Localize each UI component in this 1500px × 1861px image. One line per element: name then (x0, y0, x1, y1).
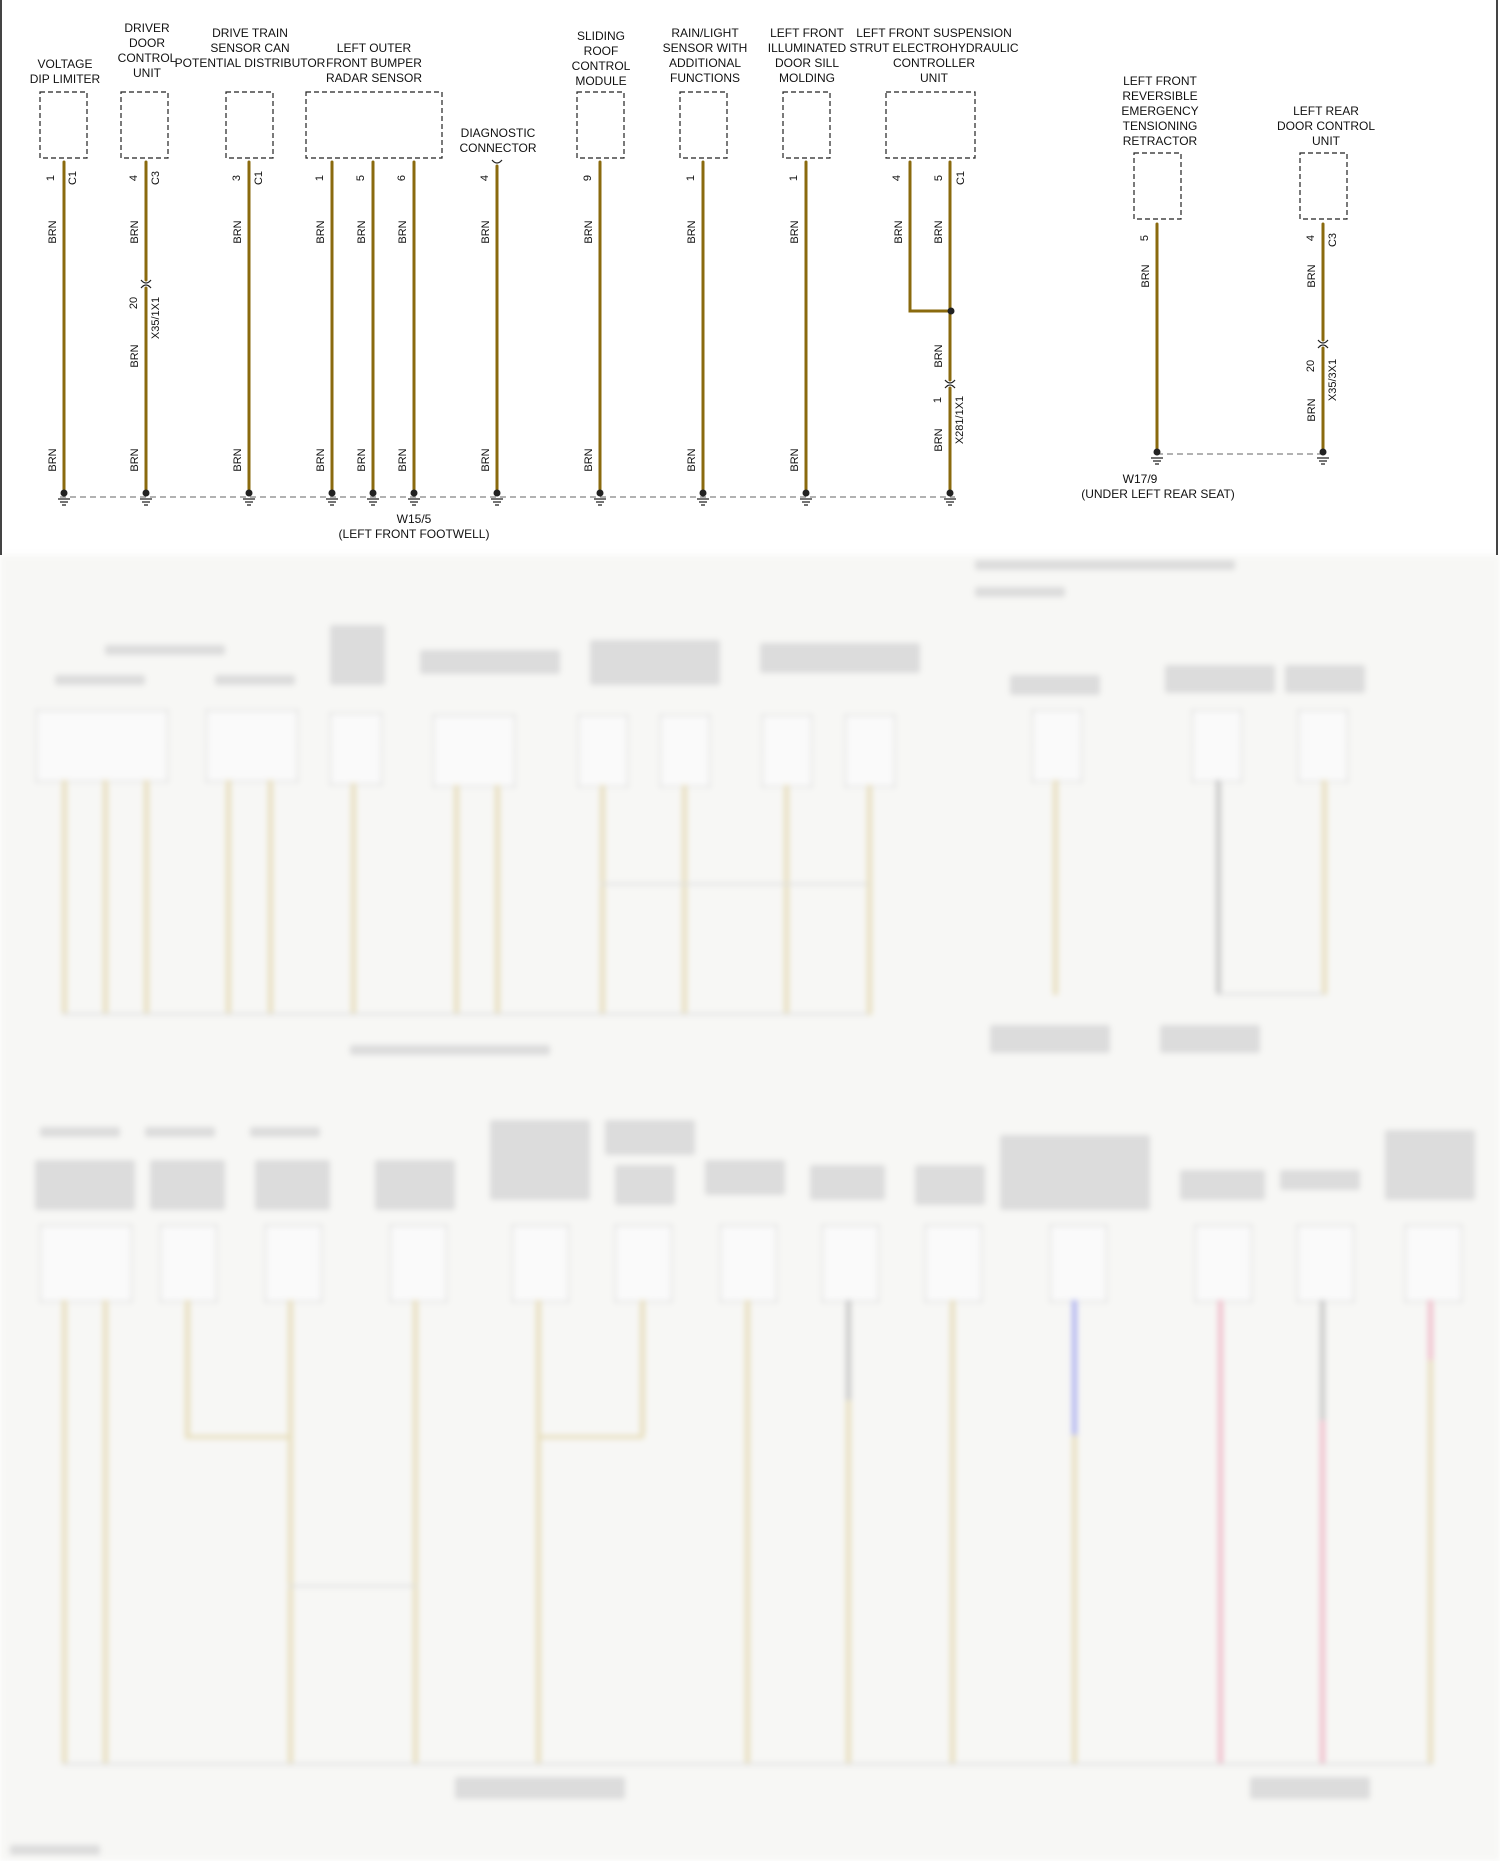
ghost-wire (288, 1300, 293, 1765)
ghost-wire (600, 785, 605, 1015)
ghost-wire (640, 1300, 645, 1435)
pin-number: 1 (788, 174, 800, 182)
ghost-label (35, 1160, 135, 1210)
component-label-line: SENSOR WITH (662, 41, 748, 55)
ground-bus-w17-9 (1081, 449, 1329, 502)
component-label-line: CONTROLLER (892, 56, 976, 70)
ghost-wire (846, 1300, 851, 1400)
component-box (783, 92, 830, 158)
ghost-label (1160, 1025, 1260, 1053)
wire-color-label: BRN (893, 220, 905, 244)
wire-color-label: BRN (789, 448, 801, 472)
ghost-label (455, 1777, 625, 1799)
ghost-bus-line (62, 1013, 868, 1015)
component-label-line: DOOR SILL (774, 56, 840, 70)
wire-color-label: BRN (583, 448, 595, 472)
component-label-line: LEFT FRONT SUSPENSION (856, 26, 1012, 40)
component-label-line: RAIN/LIGHT (671, 26, 739, 40)
pin-number: 1 (314, 174, 326, 182)
ghost-wire (867, 785, 872, 1015)
ghost-label (990, 1025, 1110, 1053)
ground-location: (LEFT FRONT FOOTWELL) (338, 527, 490, 541)
ghost-wire (351, 783, 356, 1015)
connector-symbol (492, 160, 502, 163)
component-left-rear-door-control-unit (1277, 104, 1375, 452)
wire-color-label: BRN (129, 448, 141, 472)
ghost-wire (1320, 1300, 1325, 1420)
ghost-component-box (822, 1225, 879, 1302)
ghost-label (975, 587, 1065, 597)
inline-connector-pin: 20 (1305, 359, 1317, 373)
ghost-bus-line (536, 1435, 644, 1439)
ghost-label (490, 1120, 590, 1200)
pin-number: 4 (479, 174, 491, 182)
component-label-line: DRIVER (124, 21, 170, 35)
ground-bus-w15-5 (58, 490, 956, 542)
inline-connector-pin: 20 (128, 296, 140, 310)
ghost-wire (950, 1300, 955, 1765)
component-label-line: FRONT BUMPER (326, 56, 422, 70)
ghost-component-box (390, 1225, 447, 1302)
ghost-wire (495, 785, 500, 1015)
wire-color-label: BRN (1306, 264, 1318, 288)
component-label-line: UNIT (133, 66, 161, 80)
wire-color-label: BRN (47, 448, 59, 472)
ghost-label (55, 675, 145, 685)
component-label-line: CONTROL (117, 51, 177, 65)
ghost-label (590, 640, 720, 685)
wire-color-label: BRN (356, 220, 368, 244)
ghost-wire (226, 780, 231, 1015)
ghost-bus-line (62, 1763, 1432, 1765)
pin-number: 3 (231, 174, 243, 182)
ghost-wire (454, 785, 459, 1015)
ground-name: W15/5 (396, 512, 432, 526)
wire-color-label: BRN (933, 344, 945, 368)
component-label-line: TENSIONING (1122, 119, 1198, 133)
wire-color-label: BRN (397, 220, 409, 244)
ghost-label (40, 1127, 120, 1137)
ghost-label (350, 1045, 550, 1055)
wire-color-label: BRN (789, 220, 801, 244)
ghost-wire (1320, 1420, 1325, 1765)
ghost-wire (745, 1300, 750, 1765)
component-label-line: STRUT ELECTROHYDRAULIC (849, 41, 1019, 55)
wire-color-label: BRN (583, 220, 595, 244)
ghost-bus-line (185, 1435, 290, 1439)
ghost-bus-line (1216, 993, 1324, 995)
wire-color-label: BRN (686, 448, 698, 472)
wiring-diagram (0, 0, 1500, 555)
component-drive-train-sensor-can-potential-distributor (175, 26, 326, 493)
ground-location: (UNDER LEFT REAR SEAT) (1081, 487, 1235, 501)
ghost-label (1385, 1130, 1475, 1200)
wire-color-label: BRN (480, 448, 492, 472)
ghost-wire (185, 1300, 190, 1435)
connector-label: C1 (253, 170, 265, 186)
ghost-wire (846, 1400, 851, 1765)
component-left-front-suspension-strut-controller (849, 26, 1018, 493)
pin-number: 1 (685, 174, 697, 182)
inline-connector-name: X281/1X1 (954, 395, 966, 445)
ghost-label (810, 1165, 885, 1200)
component-label-line: LEFT FRONT (1123, 74, 1197, 88)
component-label-line: DOOR CONTROL (1276, 119, 1376, 133)
ghost-label (1280, 1170, 1360, 1190)
ghost-component-box (762, 715, 812, 787)
component-label-line: LEFT OUTER (336, 41, 412, 55)
component-label-line: ADDITIONAL (668, 56, 742, 70)
ground-symbol (1317, 449, 1329, 465)
ghost-label (975, 560, 1235, 570)
component-driver-door-control-unit (118, 21, 177, 493)
wire-color-label: BRN (1306, 398, 1318, 422)
ghost-component-box (160, 1225, 217, 1302)
wire-color-label: BRN (933, 428, 945, 452)
component-box (226, 92, 273, 158)
component-label-line: LEFT REAR (1293, 104, 1359, 118)
connector-label: C3 (1327, 232, 1339, 248)
ghost-component-box (1032, 710, 1082, 782)
pin-number: 9 (582, 174, 594, 182)
component-label-line: DOOR (129, 36, 165, 50)
ghost-component-box (206, 710, 298, 782)
ghost-wire (103, 1300, 108, 1765)
component-box (121, 92, 168, 158)
ghost-component-box (1405, 1225, 1462, 1302)
ghost-wire (1053, 780, 1058, 995)
ghost-label (330, 625, 385, 685)
wire-color-label: BRN (232, 220, 244, 244)
wire-color-label: BRN (315, 220, 327, 244)
inline-connector-pin: 1 (932, 396, 944, 404)
component-label-line: MOLDING (778, 71, 836, 85)
wire-color-label: BRN (129, 344, 141, 368)
component-label-line: UNIT (920, 71, 948, 85)
pin-number: 5 (355, 174, 367, 182)
ghost-bus-line (600, 883, 868, 885)
ghost-component-box (615, 1225, 672, 1302)
pin-number: 1 (45, 174, 57, 182)
splice-point (948, 308, 955, 315)
pin-number: 6 (396, 174, 408, 182)
ghost-label (705, 1160, 785, 1195)
component-label-line: RETRACTOR (1122, 134, 1198, 148)
wire-color-label: BRN (315, 448, 327, 472)
component-label-line: UNIT (1312, 134, 1340, 148)
ghost-component-box (265, 1225, 322, 1302)
ground-symbol (1151, 449, 1163, 465)
ghost-component-box (1298, 710, 1348, 782)
component-box (1300, 153, 1347, 219)
ghost-label (760, 643, 920, 673)
ghost-label (375, 1160, 455, 1210)
wire-color-label: BRN (1140, 264, 1152, 288)
component-left-front-illuminated-door-sill-molding (768, 26, 847, 493)
connector-label: C3 (150, 170, 162, 186)
component-label-line: SLIDING (576, 29, 626, 43)
ghost-wire (1072, 1435, 1077, 1765)
component-label-line: VOLTAGE (37, 57, 93, 71)
pin-number: 4 (1305, 234, 1317, 242)
component-left-front-reversible-emergency-tensioning-retractor (1121, 74, 1198, 452)
ghost-label (1180, 1170, 1265, 1200)
wire-color-label: BRN (129, 220, 141, 244)
pin-number: 5 (1139, 234, 1151, 242)
ghost-wire (1218, 1300, 1223, 1765)
inline-connector-name: X35/3X1 (1327, 358, 1339, 402)
component-voltage-dip-limiter (30, 57, 101, 493)
ghost-component-box (36, 710, 168, 782)
ghost-component-box (1050, 1225, 1107, 1302)
component-box (1134, 153, 1181, 219)
component-label-line: FUNCTIONS (670, 71, 740, 85)
ghost-wire (268, 780, 273, 1015)
pin-number: 4 (128, 174, 140, 182)
component-label-line: CONNECTOR (459, 141, 537, 155)
ghost-wire (62, 780, 67, 1015)
component-label-line: LEFT FRONT (770, 26, 844, 40)
ghost-label (1010, 675, 1100, 695)
component-box (886, 92, 975, 158)
component-label-line: POTENTIAL DISTRIBUTOR (174, 56, 326, 70)
ghost-component-box (1297, 1225, 1354, 1302)
ghost-component-box (660, 715, 710, 787)
ghost-component-box (925, 1225, 982, 1302)
wire-color-label: BRN (47, 220, 59, 244)
ghost-wire (1216, 780, 1221, 995)
ghost-label (215, 675, 295, 685)
ghost-wire (536, 1300, 541, 1765)
component-label-line: RADAR SENSOR (325, 71, 423, 85)
component-label-line: ROOF (583, 44, 619, 58)
component-label-line: SENSOR CAN (210, 41, 290, 55)
ghost-wire (1072, 1300, 1077, 1435)
ghost-wire (62, 1300, 67, 1765)
ghost-label (255, 1160, 330, 1210)
wire-color-label: BRN (686, 220, 698, 244)
ghost-wire (1428, 1300, 1433, 1360)
ground-name: W17/9 (1122, 472, 1158, 486)
component-label-line: DIAGNOSTIC (460, 126, 536, 140)
wire-color-label: BRN (356, 448, 368, 472)
connector-label: C1 (67, 170, 79, 186)
ghost-label (1165, 665, 1275, 693)
ghost-label (10, 1845, 100, 1855)
wire-color-label: BRN (397, 448, 409, 472)
ghost-wire (103, 780, 108, 1015)
ghost-wire (1322, 780, 1327, 995)
ghost-label (1000, 1135, 1150, 1210)
ghost-component-box (40, 1225, 132, 1302)
wire-color-label: BRN (232, 448, 244, 472)
inline-connector-name: X35/1X1 (150, 296, 162, 340)
ghost-label (105, 645, 225, 655)
ghost-label (615, 1165, 675, 1205)
ghost-wire (784, 785, 789, 1015)
component-box (680, 92, 727, 158)
component-label-line: MODULE (575, 74, 627, 88)
ghost-wire (413, 1300, 418, 1765)
ghost-label (150, 1160, 225, 1210)
ghost-wire (144, 780, 149, 1015)
ghost-wire (682, 785, 687, 1015)
component-rain-light-sensor (663, 26, 748, 493)
wire-color-label: BRN (480, 220, 492, 244)
pin-number: 4 (891, 174, 903, 182)
ghost-bus-line (288, 1585, 416, 1587)
component-box (577, 92, 624, 158)
component-sliding-roof-control-module (572, 29, 631, 493)
ghost-component-box (433, 715, 515, 787)
ghost-label (915, 1165, 985, 1205)
ghost-label (1250, 1777, 1370, 1799)
ghost-label (420, 650, 560, 674)
component-label-line: REVERSIBLE (1122, 89, 1198, 103)
ghost-component-box (845, 715, 895, 787)
ghost-component-box (330, 713, 382, 785)
wire-color-label: BRN (933, 220, 945, 244)
component-box (40, 92, 87, 158)
component-label-line: DRIVE TRAIN (212, 26, 288, 40)
ghost-component-box (1192, 710, 1242, 782)
ghost-label (1285, 665, 1365, 693)
component-label-line: DIP LIMITER (29, 72, 101, 86)
ghost-component-box (578, 715, 628, 787)
ghost-wire (1428, 1360, 1433, 1765)
component-diagnostic-connector (459, 126, 536, 493)
ghost-component-box (1195, 1225, 1252, 1302)
component-label-line: ILLUMINATED (767, 41, 847, 55)
pin-number: 5 (933, 174, 945, 182)
component-box (306, 92, 442, 158)
ghost-label (605, 1120, 695, 1155)
ghost-component-box (512, 1225, 569, 1302)
component-left-outer-front-bumper-radar-sensor (306, 41, 442, 493)
ghost-component-box (720, 1225, 777, 1302)
component-label-line: EMERGENCY (1121, 104, 1199, 118)
ghost-label (145, 1127, 215, 1137)
ghost-label (250, 1127, 320, 1137)
blurred-diagram-area (0, 555, 1500, 1861)
connector-label: C1 (955, 170, 967, 186)
component-label-line: CONTROL (571, 59, 631, 73)
